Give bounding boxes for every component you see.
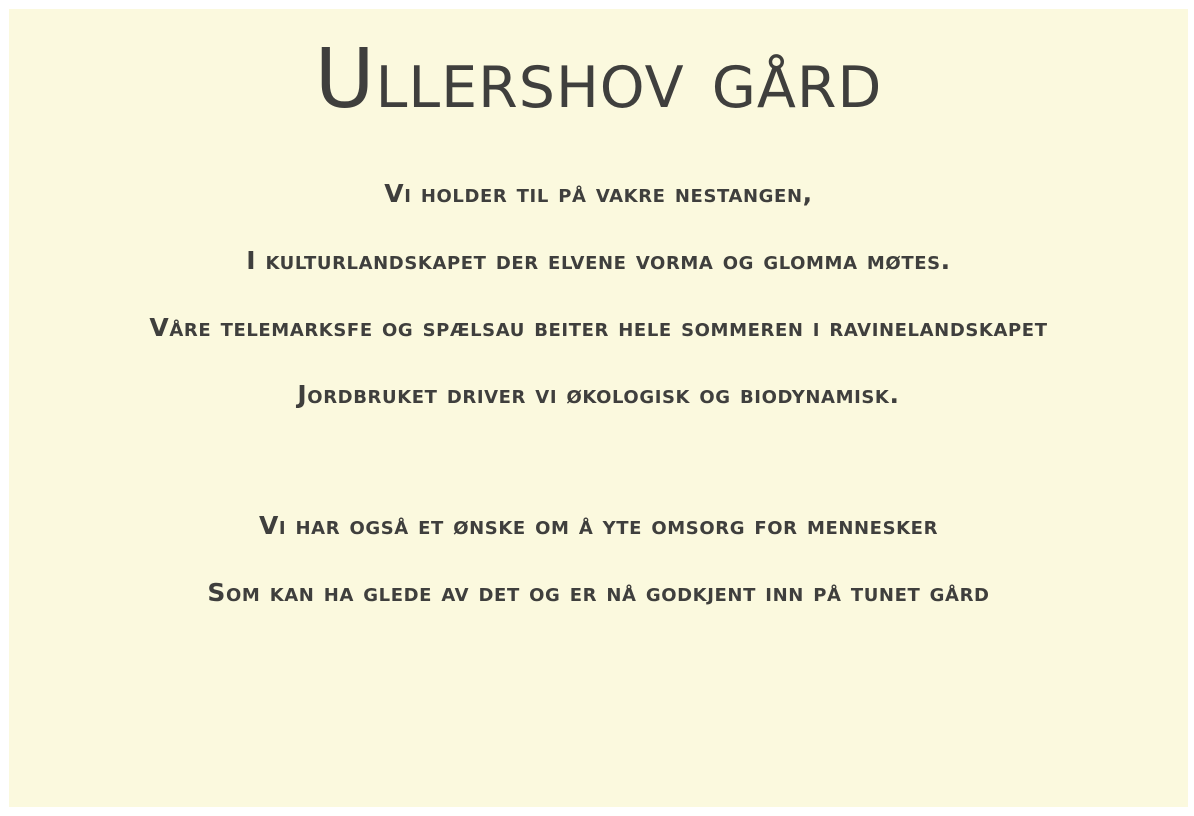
paragraph-line: I kulturlandskapet der elvene vorma og glomma møtes. — [246, 246, 951, 276]
paragraph-line: Vi har også et ønske om å yte omsorg for mennesker — [258, 511, 939, 541]
page-title: Ullershov gård — [314, 32, 883, 127]
care-paragraph-group — [9, 511, 1188, 607]
content-column — [9, 9, 1188, 807]
paragraph-line: Våre telemarksfe og spælsau beiter hele sommeren i ravinelandskapet — [149, 313, 1048, 343]
intro-paragraph-group — [9, 179, 1188, 409]
paragraph-line: Som kan ha glede av det og er nå godkjent inn på tunet gård — [207, 578, 990, 608]
paragraph-line: Vi holder til på vakre nestangen, — [384, 179, 813, 209]
page-right-margin — [1188, 0, 1194, 816]
page-top-margin — [0, 0, 1194, 9]
paragraph-line: Jordbruket driver vi økologisk og biodynamisk. — [297, 380, 900, 410]
content-canvas — [9, 9, 1188, 807]
section-spacer — [9, 447, 1188, 511]
page-left-margin — [0, 0, 9, 816]
